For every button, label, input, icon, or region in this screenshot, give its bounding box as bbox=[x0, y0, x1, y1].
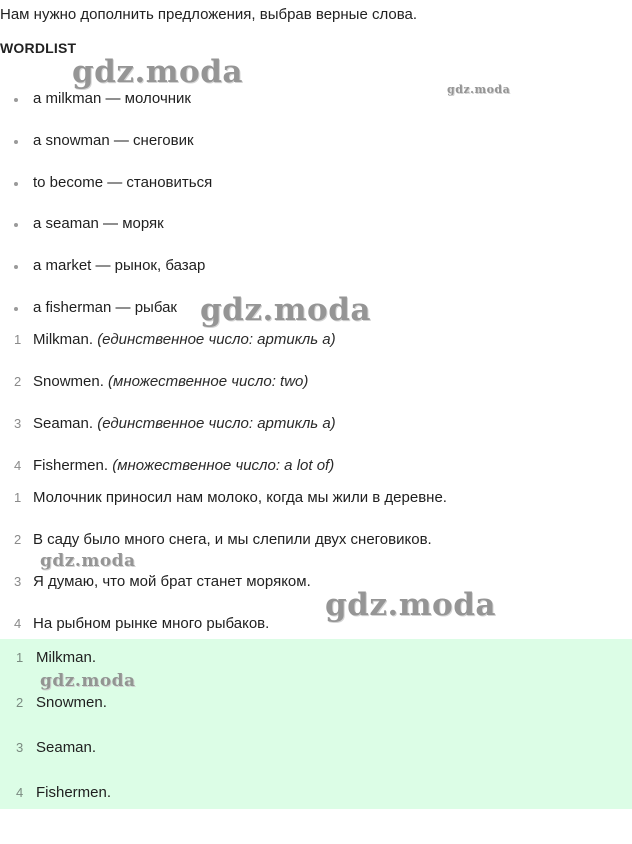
wordlist-title: WORDLIST bbox=[0, 40, 77, 56]
watermark: gdz.moda bbox=[40, 551, 136, 571]
answer-box: 1 Milkman. 2 Snowmen. 3 Seaman. 4 Fishermen. bbox=[0, 639, 632, 809]
watermark: gdz.moda bbox=[72, 54, 243, 90]
answer-note: (множественное число: two) bbox=[108, 373, 309, 390]
bullet-icon bbox=[14, 307, 18, 311]
bullet-icon bbox=[14, 182, 18, 186]
bullet-icon bbox=[14, 223, 18, 227]
answer-note: (единственное число: артикль a) bbox=[97, 415, 336, 432]
answer-word: Milkman. bbox=[33, 331, 94, 348]
answer-word: Fishermen. bbox=[33, 457, 109, 474]
answer-word: Seaman. bbox=[33, 415, 94, 432]
answer-note: (множественное число: a lot of) bbox=[112, 457, 335, 474]
watermark: gdz.moda bbox=[200, 292, 371, 328]
answer-note: (единственное число: артикль a) bbox=[97, 331, 336, 348]
watermark: gdz.moda bbox=[40, 671, 136, 691]
bullet-icon bbox=[14, 265, 18, 269]
bullet-icon bbox=[14, 98, 18, 102]
intro-text: Нам нужно дополнить предложения, выбрав верные слова. bbox=[0, 6, 418, 23]
answer-word: Snowmen. bbox=[33, 373, 104, 390]
watermark: gdz.moda bbox=[325, 587, 496, 623]
bullet-icon bbox=[14, 140, 18, 144]
watermark: gdz.moda bbox=[447, 83, 511, 96]
